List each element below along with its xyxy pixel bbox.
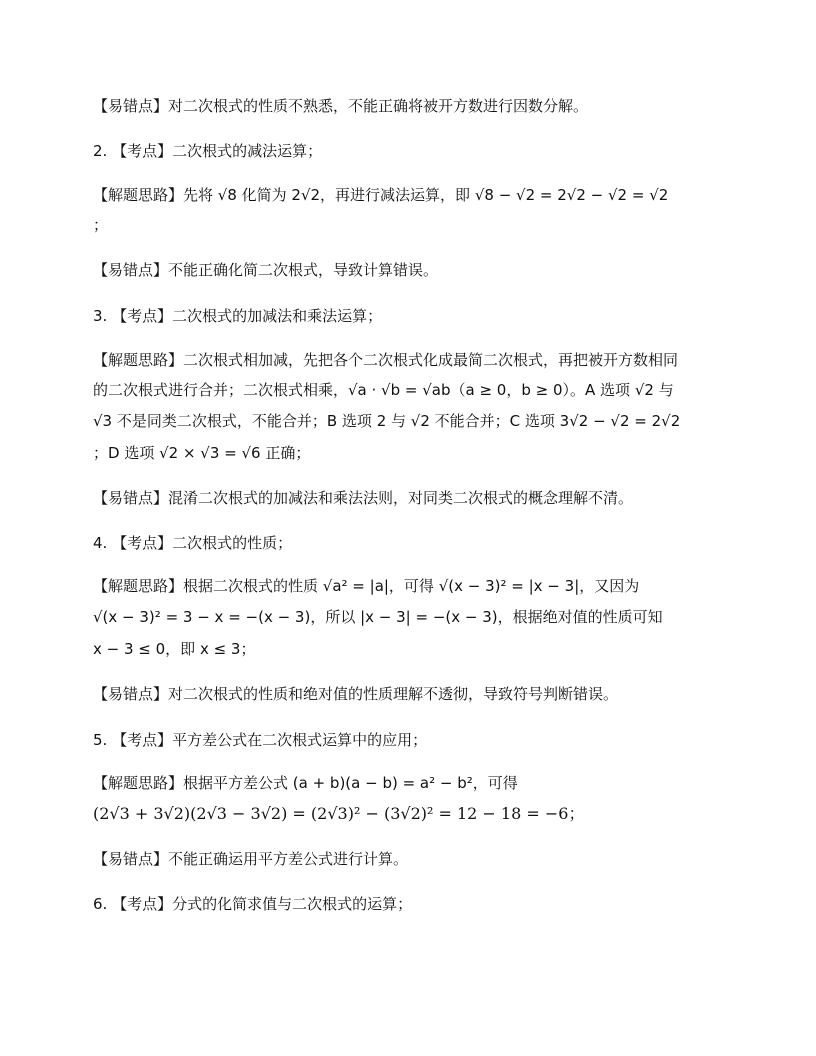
item-6-topic: 6. 【考点】分式的化简求值与二次根式的运算； [93, 895, 413, 913]
item-3-solution-line-2: 的二次根式进行合并；二次根式相乘，√a · √b = √ab（a ≥ 0，b ≥ 0）。A 选项 √2 与 [93, 381, 674, 399]
item-3-solution-line-1: 【解题思路】二次根式相加减，先把各个二次根式化成最简二次根式，再把被开方数相同 [93, 351, 679, 369]
item-5-topic: 5. 【考点】平方差公式在二次根式运算中的应用； [93, 731, 428, 749]
item-3-solution-line-3: √3 不是同类二次根式，不能合并；B 选项 2 与 √2 不能合并；C 选项 3√2 − √2 = 2√2 [93, 412, 681, 430]
item-5-error-point: 【易错点】不能正确运用平方差公式进行计算。 [93, 850, 409, 868]
item-3-solution-line-4: ；D 选项 √2 × √3 = √6 正确； [93, 444, 311, 462]
item-4-error-point: 【易错点】对二次根式的性质和绝对值的性质理解不透彻，导致符号判断错误。 [93, 685, 619, 703]
item-5-solution-line-1: 【解题思路】根据平方差公式 (a + b)(a − b) = a² − b²，可得 [93, 774, 518, 792]
item-4-topic: 4. 【考点】二次根式的性质； [93, 534, 293, 552]
item-2-error-point: 【易错点】不能正确化简二次根式，导致计算错误。 [93, 261, 439, 279]
item-4-solution-line-3: x − 3 ≤ 0，即 x ≤ 3； [93, 640, 256, 658]
item-3-error-point: 【易错点】混淆二次根式的加减法和乘法法则，对同类二次根式的概念理解不清。 [93, 489, 634, 507]
item-2-topic: 2. 【考点】二次根式的减法运算； [93, 142, 323, 160]
item-4-solution-line-2: √(x − 3)² = 3 − x = −(x − 3)，所以 |x − 3| = −(x − 3)，根据绝对值的性质可知 [93, 608, 663, 626]
item-4-solution-line-1: 【解题思路】根据二次根式的性质 √a² = |a|，可得 √(x − 3)² = |x − 3|，又因为 [93, 577, 640, 595]
item-3-topic: 3. 【考点】二次根式的加减法和乘法运算； [93, 307, 383, 325]
error-point-1: 【易错点】对二次根式的性质不熟悉，不能正确将被开方数进行因数分解。 [93, 97, 589, 115]
item-5-solution-line-2: (2√3 + 3√2)(2√3 − 3√2) = (2√3)² − (3√2)² = 12 − 18 = −6； [93, 804, 585, 823]
item-2-solution: 【解题思路】先将 √8 化简为 2√2，再进行减法运算，即 √8 − √2 = 2√2 − √2 = √2 [93, 186, 669, 204]
item-2-solution-end: ； [93, 216, 109, 234]
